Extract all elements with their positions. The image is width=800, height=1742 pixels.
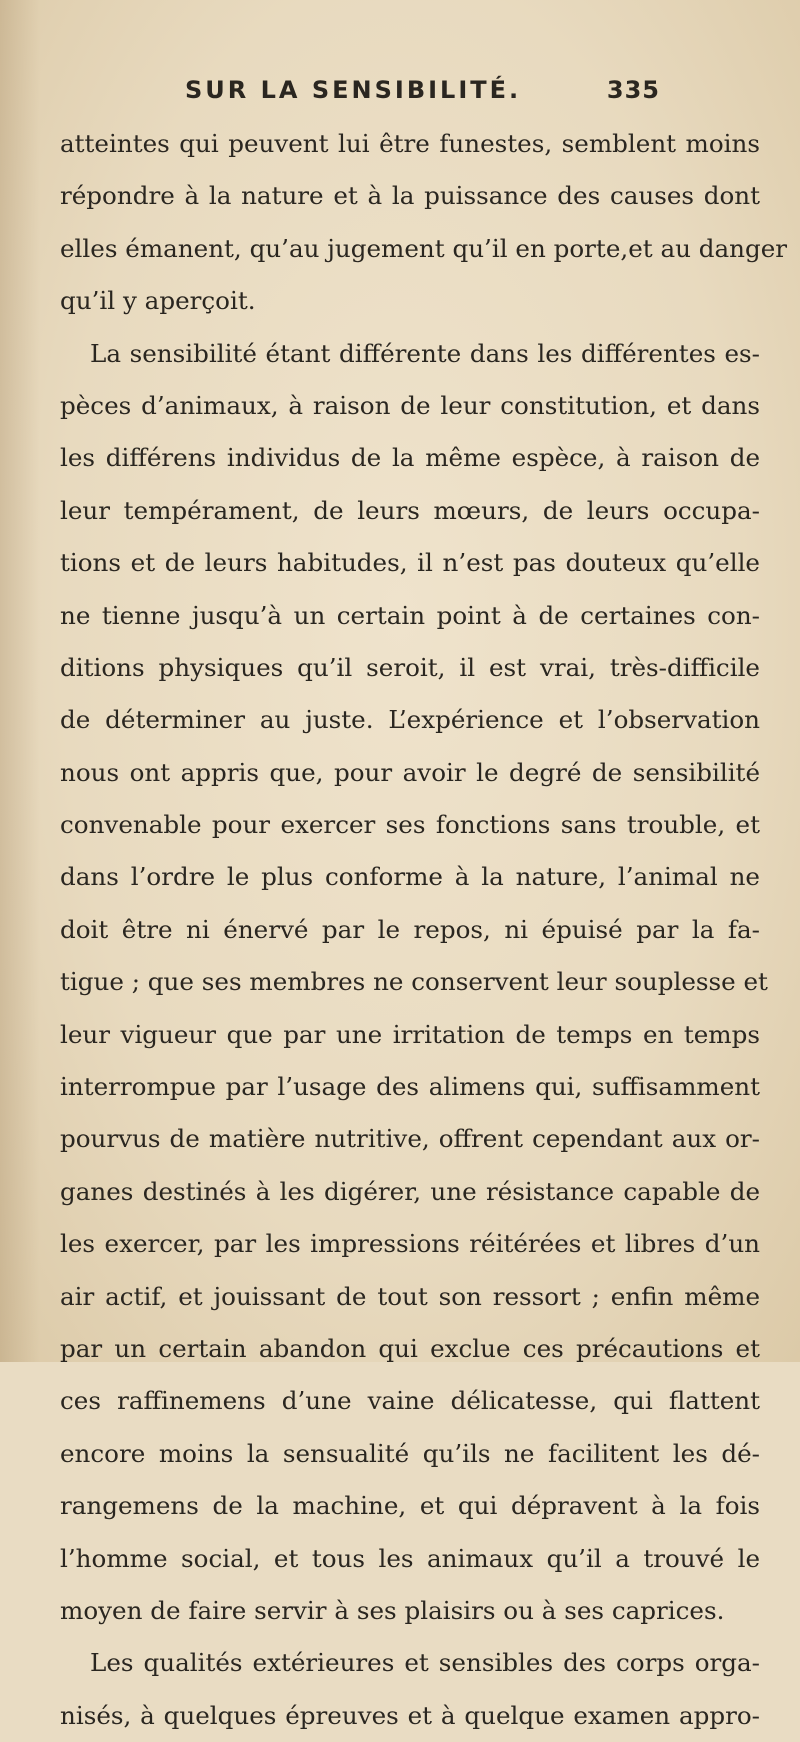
page-edge-shadow <box>0 0 40 1362</box>
text-line: ganes destinés à les digérer, une résistance capable de <box>60 1176 760 1206</box>
body-text <box>60 118 788 1742</box>
text-line: pourvus de matière nutritive, offrent cependant aux or- <box>60 1124 760 1154</box>
running-head: SUR LA SENSIBILITÉ. <box>185 76 522 104</box>
text-line: air actif, et jouissant de tout son ressort ; enfin même <box>60 1281 760 1311</box>
text-line: ces raffinemens d’une vaine délicatesse, qui flattent <box>60 1386 760 1416</box>
text-line: encore moins la sensualité qu’ils ne facilitent les dé- <box>60 1438 760 1468</box>
page-header <box>185 76 660 116</box>
text-line: pèces d’animaux, à raison de leur constitution, et dans <box>60 390 760 420</box>
text-line: interrompue par l’usage des alimens qui, suffisamment <box>60 1072 760 1102</box>
text-line: tigue ; que ses membres ne conservent leur souplesse et <box>60 967 768 997</box>
text-line: ditions physiques qu’il seroit, il est vrai, très-difficile <box>60 652 760 682</box>
text-line: Les qualités extérieures et sensibles des corps orga- <box>90 1648 760 1678</box>
text-line: l’homme social, et tous les animaux qu’il a trouvé le <box>60 1543 760 1573</box>
text-line: rangemens de la machine, et qui dépravent à la fois <box>60 1491 760 1521</box>
text-line: nous ont appris que, pour avoir le degré de sensibilité <box>60 757 760 787</box>
text-line: elles émanent, qu’au jugement qu’il en porte,et au danger <box>60 233 788 263</box>
text-line: convenable pour exercer ses fonctions sans trouble, et <box>60 810 760 840</box>
text-line: répondre à la nature et à la puissance des causes dont <box>60 181 760 211</box>
text-line: qu’il y aperçoit. <box>60 286 256 316</box>
text-line: tions et de leurs habitudes, il n’est pas douteux qu’elle <box>60 548 760 578</box>
text-line: nisés, à quelques épreuves et à quelque examen appro- <box>60 1700 760 1730</box>
text-line: de déterminer au juste. L’expérience et l’observation <box>60 705 760 735</box>
text-line: doit être ni énervé par le repos, ni épuisé par la fa- <box>60 914 760 944</box>
page-number: 335 <box>606 76 660 104</box>
text-line: par un certain abandon qui exclue ces précautions et <box>60 1333 760 1363</box>
text-line: dans l’ordre le plus conforme à la nature, l’animal ne <box>60 862 760 892</box>
text-line: les différens individus de la même espèce, à raison de <box>60 443 760 473</box>
text-line: ne tienne jusqu’à un certain point à de certaines con- <box>60 600 760 630</box>
text-line: leur tempérament, de leurs mœurs, de leurs occupa- <box>60 495 760 525</box>
text-line: les exercer, par les impressions réitérées et libres d’un <box>60 1229 760 1259</box>
text-line: atteintes qui peuvent lui être funestes, semblent moins <box>60 129 760 158</box>
text-line: moyen de faire servir à ses plaisirs ou à ses caprices. <box>60 1595 725 1625</box>
text-line: leur vigueur que par une irritation de temps en temps <box>60 1019 760 1049</box>
text-line: La sensibilité étant différente dans les différentes es- <box>90 338 760 368</box>
